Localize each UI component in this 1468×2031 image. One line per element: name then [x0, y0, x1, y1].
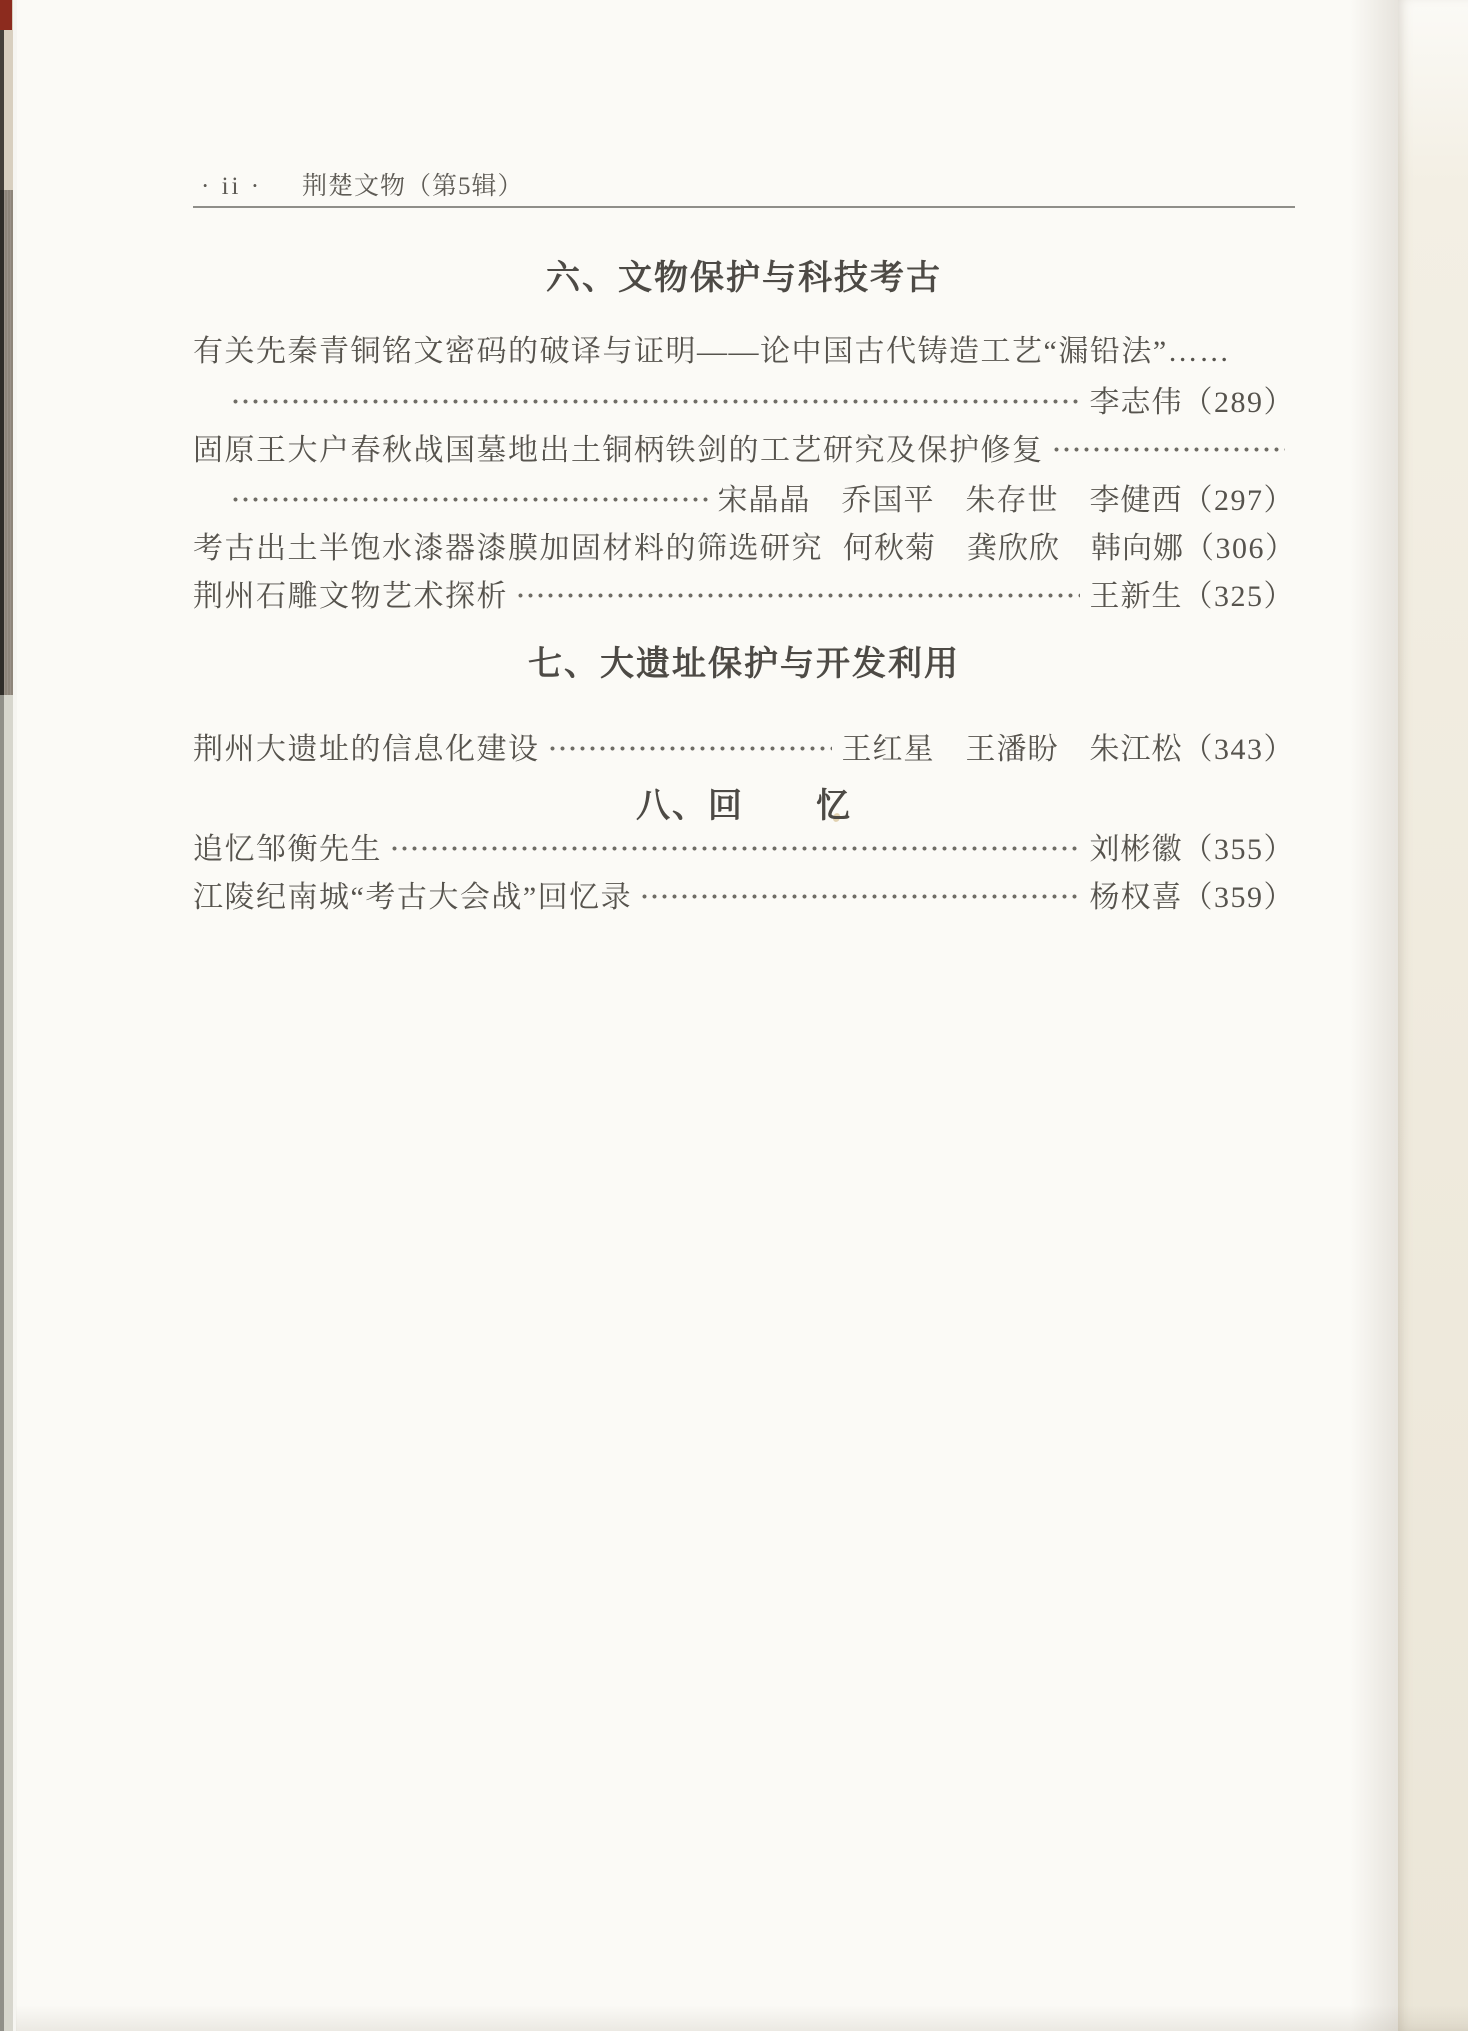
toc-entry-title-text: 追忆邹衡先生 — [193, 833, 382, 866]
toc-entry-authors: 王红星 王潘盼 朱江松 — [841, 733, 1183, 766]
toc-entry-title-text: 荆州石雕文物艺术探析 — [193, 580, 508, 613]
toc-entry-title-text: 固原王大户春秋战国墓地出土铜柄铁剑的工艺研究及保护修复 — [193, 434, 1044, 467]
toc-entry-title — [193, 425, 1295, 469]
toc-entry-page: （343） — [1182, 733, 1295, 766]
toc-entry-page: （297） — [1182, 484, 1295, 517]
toc-entry — [193, 724, 1295, 768]
running-header — [201, 166, 524, 202]
binding-strip-bottom-segment — [0, 695, 13, 2031]
red-binding-mark — [0, 0, 12, 30]
dot-leader — [1054, 447, 1286, 453]
dot-leader — [642, 894, 1079, 900]
toc-entry-continuation — [193, 475, 1295, 519]
toc-entry-continuation — [193, 377, 1295, 421]
page-edge-highlight — [13, 0, 17, 2031]
section-heading-eight: 八、回 忆 — [636, 786, 852, 826]
toc-entry — [193, 872, 1295, 916]
toc-entry-authors: 宋晶晶 乔国平 朱存世 李健西 — [717, 484, 1183, 517]
toc-entry-authors: 李志伟 — [1089, 386, 1183, 419]
toc-entry-authors: 刘彬徽 — [1089, 833, 1183, 866]
header-rule — [193, 206, 1295, 208]
binding-strip-middle-segment — [0, 190, 13, 695]
page-content — [193, 0, 1295, 2031]
toc-entry-page: （359） — [1182, 881, 1295, 914]
scan-binding-strip — [0, 0, 16, 2031]
toc-entry-title-text: 荆州大遗址的信息化建设 — [193, 733, 540, 766]
toc-entry-page: （306） — [1184, 532, 1297, 565]
dot-leader — [518, 593, 1080, 599]
toc-entry-page: （325） — [1182, 580, 1295, 613]
toc-entry-page: （289） — [1182, 386, 1295, 419]
toc-entry-authors: 杨权喜 — [1089, 881, 1183, 914]
toc-entry-title-text: 考古出土半饱水漆器漆膜加固材料的筛选研究 — [193, 532, 823, 565]
toc-entry-title — [193, 326, 1295, 370]
section-heading-seven: 七、大遗址保护与开发利用 — [528, 644, 960, 684]
section-heading-six: 六、文物保护与科技考古 — [546, 258, 942, 298]
folio-page-number: · ii · — [201, 173, 263, 200]
toc-entry-title-text: 江陵纪南城“考古大会战”回忆录 — [193, 881, 633, 914]
toc-entry — [193, 824, 1295, 868]
toc-entry-authors: 王新生 — [1089, 580, 1183, 613]
toc-entry-authors: 何秋菊 龚欣欣 韩向娜 — [843, 532, 1184, 565]
dot-leader — [233, 399, 1080, 405]
dot-leader — [392, 846, 1080, 852]
book-title: 荆楚文物（第5辑） — [302, 173, 524, 200]
toc-entry-page: （355） — [1182, 833, 1295, 866]
dot-leader — [550, 746, 832, 752]
page-right-edge — [1398, 0, 1468, 2031]
toc-entry-title-text: 有关先秦青铜铭文密码的破译与证明——论中国古代铸造工艺“漏铅法”…… — [193, 335, 1231, 368]
page-curve-shadow — [1350, 0, 1398, 2031]
toc-entry — [193, 523, 1295, 567]
dot-leader — [233, 497, 708, 503]
toc-entry — [193, 571, 1295, 615]
